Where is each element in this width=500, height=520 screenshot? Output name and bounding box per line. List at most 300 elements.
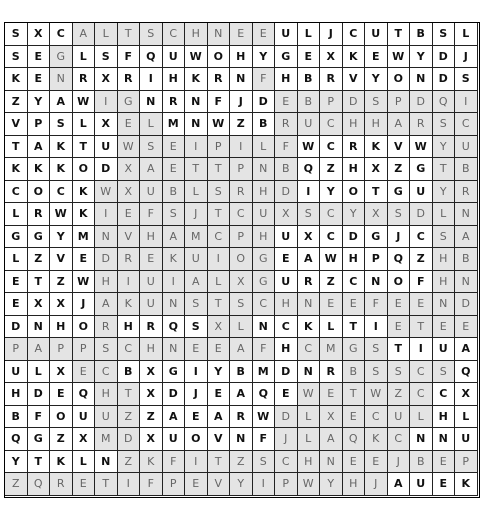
grid-cell[interactable]: Y (208, 361, 231, 384)
grid-cell[interactable]: G (28, 428, 51, 451)
grid-cell[interactable]: R (28, 203, 51, 226)
grid-cell[interactable]: C (455, 113, 478, 136)
grid-cell[interactable]: T (388, 338, 411, 361)
grid-cell[interactable]: Q (5, 428, 28, 451)
grid-cell[interactable]: C (320, 136, 343, 159)
grid-cell[interactable]: S (455, 68, 478, 91)
grid-cell[interactable]: U (140, 181, 163, 204)
grid-cell[interactable]: J (230, 91, 253, 114)
grid-cell[interactable]: E (5, 271, 28, 294)
grid-cell[interactable]: Y (410, 46, 433, 69)
grid-cell[interactable]: H (163, 68, 186, 91)
grid-cell[interactable]: U (455, 428, 478, 451)
grid-cell[interactable]: U (410, 473, 433, 496)
grid-cell[interactable]: E (185, 406, 208, 429)
grid-cell[interactable]: M (163, 113, 186, 136)
grid-cell[interactable]: C (118, 338, 141, 361)
grid-cell[interactable]: O (73, 158, 96, 181)
grid-cell[interactable]: P (320, 91, 343, 114)
grid-cell[interactable]: A (73, 23, 96, 46)
grid-cell[interactable]: Z (28, 248, 51, 271)
grid-cell[interactable]: W (73, 271, 96, 294)
grid-cell[interactable]: D (95, 158, 118, 181)
grid-cell[interactable]: S (140, 23, 163, 46)
grid-cell[interactable]: G (118, 91, 141, 114)
grid-cell[interactable]: U (455, 136, 478, 159)
grid-cell[interactable]: P (73, 338, 96, 361)
grid-cell[interactable]: I (185, 451, 208, 474)
grid-cell[interactable]: K (50, 136, 73, 159)
grid-cell[interactable]: B (275, 158, 298, 181)
grid-cell[interactable]: K (140, 451, 163, 474)
grid-cell[interactable]: L (433, 203, 456, 226)
grid-cell[interactable]: H (275, 338, 298, 361)
grid-cell[interactable]: H (253, 181, 276, 204)
grid-cell[interactable]: N (410, 428, 433, 451)
grid-cell[interactable]: R (320, 361, 343, 384)
grid-cell[interactable]: E (163, 158, 186, 181)
grid-cell[interactable]: W (208, 113, 231, 136)
grid-cell[interactable]: E (253, 23, 276, 46)
grid-cell[interactable]: I (410, 338, 433, 361)
grid-cell[interactable]: Z (388, 383, 411, 406)
grid-cell[interactable]: E (163, 136, 186, 159)
grid-cell[interactable]: A (95, 293, 118, 316)
grid-cell[interactable]: D (275, 406, 298, 429)
grid-cell[interactable]: E (185, 473, 208, 496)
grid-cell[interactable]: E (208, 383, 231, 406)
grid-cell[interactable]: H (118, 316, 141, 339)
grid-cell[interactable]: U (163, 46, 186, 69)
grid-cell[interactable]: N (230, 428, 253, 451)
grid-cell[interactable]: N (95, 226, 118, 249)
grid-cell[interactable]: W (73, 91, 96, 114)
grid-cell[interactable]: E (275, 383, 298, 406)
grid-cell[interactable]: A (298, 248, 321, 271)
grid-cell[interactable]: X (50, 361, 73, 384)
grid-cell[interactable]: A (185, 271, 208, 294)
grid-cell[interactable]: U (433, 338, 456, 361)
grid-cell[interactable]: Y (5, 451, 28, 474)
grid-cell[interactable]: T (388, 23, 411, 46)
grid-cell[interactable]: Z (230, 451, 253, 474)
grid-cell[interactable]: E (73, 473, 96, 496)
grid-cell[interactable]: Q (433, 91, 456, 114)
grid-cell[interactable]: G (365, 226, 388, 249)
grid-cell[interactable]: H (95, 271, 118, 294)
grid-cell[interactable]: O (28, 181, 51, 204)
grid-cell[interactable]: U (275, 271, 298, 294)
grid-cell[interactable]: L (455, 23, 478, 46)
grid-cell[interactable]: Z (118, 451, 141, 474)
grid-cell[interactable]: E (118, 203, 141, 226)
grid-cell[interactable]: C (410, 226, 433, 249)
grid-cell[interactable]: T (28, 451, 51, 474)
grid-cell[interactable]: I (95, 91, 118, 114)
grid-cell[interactable]: K (118, 293, 141, 316)
grid-cell[interactable]: C (50, 23, 73, 46)
grid-cell[interactable]: L (320, 316, 343, 339)
grid-cell[interactable]: E (410, 293, 433, 316)
grid-cell[interactable]: Z (388, 158, 411, 181)
grid-cell[interactable]: H (343, 158, 366, 181)
grid-cell[interactable]: X (95, 113, 118, 136)
grid-cell[interactable]: R (95, 316, 118, 339)
grid-cell[interactable]: K (298, 316, 321, 339)
grid-cell[interactable]: B (230, 361, 253, 384)
grid-cell[interactable]: C (343, 271, 366, 294)
grid-cell[interactable]: H (365, 113, 388, 136)
grid-cell[interactable]: C (388, 428, 411, 451)
grid-cell[interactable]: E (28, 68, 51, 91)
grid-cell[interactable]: X (208, 316, 231, 339)
grid-cell[interactable]: A (50, 91, 73, 114)
grid-cell[interactable]: E (388, 316, 411, 339)
grid-cell[interactable]: S (50, 113, 73, 136)
grid-cell[interactable]: H (275, 68, 298, 91)
grid-cell[interactable]: N (365, 271, 388, 294)
grid-cell[interactable]: T (343, 316, 366, 339)
grid-cell[interactable]: W (410, 136, 433, 159)
grid-cell[interactable]: H (95, 383, 118, 406)
grid-cell[interactable]: M (73, 226, 96, 249)
grid-cell[interactable]: E (455, 316, 478, 339)
grid-cell[interactable]: D (343, 226, 366, 249)
grid-cell[interactable]: I (163, 271, 186, 294)
grid-cell[interactable]: A (455, 226, 478, 249)
grid-cell[interactable]: W (298, 136, 321, 159)
grid-cell[interactable]: S (185, 316, 208, 339)
grid-cell[interactable]: Z (410, 248, 433, 271)
grid-cell[interactable]: L (73, 46, 96, 69)
grid-cell[interactable]: U (185, 248, 208, 271)
grid-cell[interactable]: N (185, 113, 208, 136)
grid-cell[interactable]: B (253, 113, 276, 136)
grid-cell[interactable]: W (185, 46, 208, 69)
grid-cell[interactable]: R (298, 271, 321, 294)
grid-cell[interactable]: X (455, 383, 478, 406)
grid-cell[interactable]: L (410, 406, 433, 429)
grid-cell[interactable]: L (5, 203, 28, 226)
grid-cell[interactable]: R (50, 473, 73, 496)
grid-cell[interactable]: S (208, 181, 231, 204)
grid-cell[interactable]: R (275, 113, 298, 136)
grid-cell[interactable]: B (5, 406, 28, 429)
grid-cell[interactable]: C (410, 361, 433, 384)
grid-cell[interactable]: V (5, 113, 28, 136)
grid-cell[interactable]: P (455, 451, 478, 474)
grid-cell[interactable]: R (455, 181, 478, 204)
grid-cell[interactable]: J (185, 383, 208, 406)
grid-cell[interactable]: H (275, 293, 298, 316)
grid-cell[interactable]: Q (343, 428, 366, 451)
grid-cell[interactable]: S (230, 293, 253, 316)
grid-cell[interactable]: P (50, 338, 73, 361)
grid-cell[interactable]: K (365, 428, 388, 451)
grid-cell[interactable]: U (5, 361, 28, 384)
grid-cell[interactable]: I (208, 248, 231, 271)
grid-cell[interactable]: O (185, 428, 208, 451)
grid-cell[interactable]: Q (163, 316, 186, 339)
grid-cell[interactable]: N (95, 451, 118, 474)
grid-cell[interactable]: S (365, 361, 388, 384)
grid-cell[interactable]: P (230, 226, 253, 249)
grid-cell[interactable]: U (275, 226, 298, 249)
grid-cell[interactable]: G (343, 338, 366, 361)
grid-cell[interactable]: F (208, 91, 231, 114)
grid-cell[interactable]: C (275, 316, 298, 339)
grid-cell[interactable]: O (50, 406, 73, 429)
grid-cell[interactable]: Z (50, 428, 73, 451)
grid-cell[interactable]: E (140, 248, 163, 271)
grid-cell[interactable]: E (320, 383, 343, 406)
grid-cell[interactable]: A (230, 338, 253, 361)
grid-cell[interactable]: E (118, 113, 141, 136)
grid-cell[interactable]: W (320, 248, 343, 271)
grid-cell[interactable]: L (185, 181, 208, 204)
grid-cell[interactable]: S (388, 203, 411, 226)
grid-cell[interactable]: I (95, 203, 118, 226)
grid-cell[interactable]: A (163, 226, 186, 249)
grid-cell[interactable]: E (343, 451, 366, 474)
grid-cell[interactable]: C (208, 226, 231, 249)
grid-cell[interactable]: T (73, 136, 96, 159)
grid-cell[interactable]: B (298, 68, 321, 91)
grid-cell[interactable]: U (73, 406, 96, 429)
grid-cell[interactable]: N (433, 293, 456, 316)
grid-cell[interactable]: E (230, 23, 253, 46)
grid-cell[interactable]: E (320, 293, 343, 316)
grid-cell[interactable]: N (298, 293, 321, 316)
grid-cell[interactable]: W (298, 473, 321, 496)
grid-cell[interactable]: K (365, 136, 388, 159)
grid-cell[interactable]: E (50, 383, 73, 406)
grid-cell[interactable]: O (230, 248, 253, 271)
grid-cell[interactable]: D (163, 383, 186, 406)
grid-cell[interactable]: E (73, 361, 96, 384)
grid-cell[interactable]: D (410, 203, 433, 226)
grid-cell[interactable]: E (433, 451, 456, 474)
grid-cell[interactable]: H (50, 316, 73, 339)
grid-cell[interactable]: T (433, 158, 456, 181)
grid-cell[interactable]: X (73, 428, 96, 451)
grid-cell[interactable]: T (118, 23, 141, 46)
grid-cell[interactable]: J (365, 473, 388, 496)
grid-cell[interactable]: A (455, 338, 478, 361)
grid-cell[interactable]: I (298, 181, 321, 204)
grid-cell[interactable]: U (95, 406, 118, 429)
grid-cell[interactable]: S (185, 293, 208, 316)
grid-cell[interactable]: E (208, 338, 231, 361)
grid-cell[interactable]: M (95, 428, 118, 451)
grid-cell[interactable]: L (73, 451, 96, 474)
grid-cell[interactable]: D (343, 91, 366, 114)
grid-cell[interactable]: T (208, 203, 231, 226)
grid-cell[interactable]: M (185, 226, 208, 249)
grid-cell[interactable]: G (163, 361, 186, 384)
grid-cell[interactable]: T (208, 158, 231, 181)
grid-cell[interactable]: V (343, 68, 366, 91)
grid-cell[interactable]: I (185, 361, 208, 384)
grid-cell[interactable]: C (163, 23, 186, 46)
grid-cell[interactable]: B (455, 248, 478, 271)
grid-cell[interactable]: N (253, 316, 276, 339)
grid-cell[interactable]: O (208, 46, 231, 69)
grid-cell[interactable]: E (343, 406, 366, 429)
grid-cell[interactable]: H (433, 271, 456, 294)
grid-cell[interactable]: J (275, 428, 298, 451)
grid-cell[interactable]: R (73, 68, 96, 91)
grid-cell[interactable]: D (433, 46, 456, 69)
grid-cell[interactable]: Z (320, 271, 343, 294)
grid-cell[interactable]: A (208, 406, 231, 429)
grid-cell[interactable]: P (5, 338, 28, 361)
grid-cell[interactable]: D (433, 68, 456, 91)
grid-cell[interactable]: Y (253, 46, 276, 69)
grid-cell[interactable]: N (163, 338, 186, 361)
grid-cell[interactable]: J (455, 46, 478, 69)
grid-cell[interactable]: V (208, 428, 231, 451)
grid-cell[interactable]: F (140, 473, 163, 496)
grid-cell[interactable]: C (343, 23, 366, 46)
grid-cell[interactable]: S (253, 451, 276, 474)
grid-cell[interactable]: H (230, 46, 253, 69)
grid-cell[interactable]: C (50, 181, 73, 204)
grid-cell[interactable]: M (320, 338, 343, 361)
grid-cell[interactable]: C (253, 293, 276, 316)
grid-cell[interactable]: A (388, 473, 411, 496)
grid-cell[interactable]: C (320, 113, 343, 136)
grid-cell[interactable]: D (253, 91, 276, 114)
grid-cell[interactable]: V (208, 473, 231, 496)
grid-cell[interactable]: R (118, 248, 141, 271)
grid-cell[interactable]: L (73, 113, 96, 136)
grid-cell[interactable]: S (5, 46, 28, 69)
grid-cell[interactable]: B (410, 451, 433, 474)
grid-cell[interactable]: J (320, 23, 343, 46)
grid-cell[interactable]: S (433, 226, 456, 249)
grid-cell[interactable]: U (163, 428, 186, 451)
grid-cell[interactable]: K (343, 46, 366, 69)
grid-cell[interactable]: J (185, 203, 208, 226)
grid-cell[interactable]: I (253, 473, 276, 496)
grid-cell[interactable]: P (365, 248, 388, 271)
grid-cell[interactable]: N (455, 271, 478, 294)
grid-cell[interactable]: A (388, 113, 411, 136)
grid-cell[interactable]: S (95, 338, 118, 361)
grid-cell[interactable]: C (95, 361, 118, 384)
grid-cell[interactable]: K (185, 68, 208, 91)
grid-cell[interactable]: E (433, 316, 456, 339)
grid-cell[interactable]: H (433, 406, 456, 429)
grid-cell[interactable]: U (140, 271, 163, 294)
grid-cell[interactable]: G (28, 226, 51, 249)
grid-cell[interactable]: H (140, 338, 163, 361)
grid-cell[interactable]: Z (230, 113, 253, 136)
grid-cell[interactable]: S (298, 203, 321, 226)
grid-cell[interactable]: B (163, 181, 186, 204)
grid-cell[interactable]: Y (365, 68, 388, 91)
grid-cell[interactable]: C (298, 338, 321, 361)
grid-cell[interactable]: R (343, 136, 366, 159)
grid-cell[interactable]: K (455, 473, 478, 496)
grid-cell[interactable]: H (298, 451, 321, 474)
grid-cell[interactable]: K (73, 203, 96, 226)
grid-cell[interactable]: Z (5, 473, 28, 496)
grid-cell[interactable]: S (365, 338, 388, 361)
grid-cell[interactable]: H (253, 226, 276, 249)
grid-cell[interactable]: D (5, 316, 28, 339)
grid-cell[interactable]: W (298, 383, 321, 406)
grid-cell[interactable]: H (185, 23, 208, 46)
grid-cell[interactable]: C (410, 383, 433, 406)
grid-cell[interactable]: E (365, 46, 388, 69)
grid-cell[interactable]: X (140, 383, 163, 406)
grid-cell[interactable]: B (343, 361, 366, 384)
grid-cell[interactable]: R (230, 181, 253, 204)
grid-cell[interactable]: C (5, 181, 28, 204)
grid-cell[interactable]: W (253, 406, 276, 429)
grid-cell[interactable]: I (140, 68, 163, 91)
grid-cell[interactable]: J (73, 293, 96, 316)
grid-cell[interactable]: U (298, 113, 321, 136)
grid-cell[interactable]: N (50, 68, 73, 91)
grid-cell[interactable]: N (298, 361, 321, 384)
grid-cell[interactable]: W (118, 136, 141, 159)
grid-cell[interactable]: C (365, 406, 388, 429)
grid-cell[interactable]: T (5, 136, 28, 159)
grid-cell[interactable]: H (5, 383, 28, 406)
grid-cell[interactable]: N (433, 428, 456, 451)
grid-cell[interactable]: D (455, 293, 478, 316)
grid-cell[interactable]: X (50, 293, 73, 316)
grid-cell[interactable]: P (230, 158, 253, 181)
grid-cell[interactable]: S (433, 361, 456, 384)
grid-cell[interactable]: L (5, 248, 28, 271)
grid-cell[interactable]: C (320, 226, 343, 249)
grid-cell[interactable]: O (73, 316, 96, 339)
grid-cell[interactable]: N (230, 68, 253, 91)
grid-cell[interactable]: F (253, 428, 276, 451)
grid-cell[interactable]: Y (433, 136, 456, 159)
grid-cell[interactable]: R (320, 68, 343, 91)
grid-cell[interactable]: L (298, 23, 321, 46)
grid-cell[interactable]: A (28, 338, 51, 361)
grid-cell[interactable]: C (320, 203, 343, 226)
grid-cell[interactable]: E (275, 248, 298, 271)
grid-cell[interactable]: T (95, 473, 118, 496)
grid-cell[interactable]: G (275, 46, 298, 69)
grid-cell[interactable]: N (253, 158, 276, 181)
grid-cell[interactable]: D (28, 383, 51, 406)
grid-cell[interactable]: A (140, 158, 163, 181)
grid-cell[interactable]: K (50, 158, 73, 181)
grid-cell[interactable]: X (28, 23, 51, 46)
grid-cell[interactable]: K (28, 158, 51, 181)
grid-cell[interactable]: E (5, 293, 28, 316)
grid-cell[interactable]: Z (118, 406, 141, 429)
grid-cell[interactable]: E (73, 248, 96, 271)
grid-cell[interactable]: F (28, 406, 51, 429)
grid-cell[interactable]: E (343, 293, 366, 316)
grid-cell[interactable]: A (163, 406, 186, 429)
grid-cell[interactable]: I (230, 136, 253, 159)
grid-cell[interactable]: U (140, 293, 163, 316)
grid-cell[interactable]: R (410, 113, 433, 136)
grid-cell[interactable]: V (118, 226, 141, 249)
grid-cell[interactable]: S (433, 113, 456, 136)
grid-cell[interactable]: G (388, 181, 411, 204)
